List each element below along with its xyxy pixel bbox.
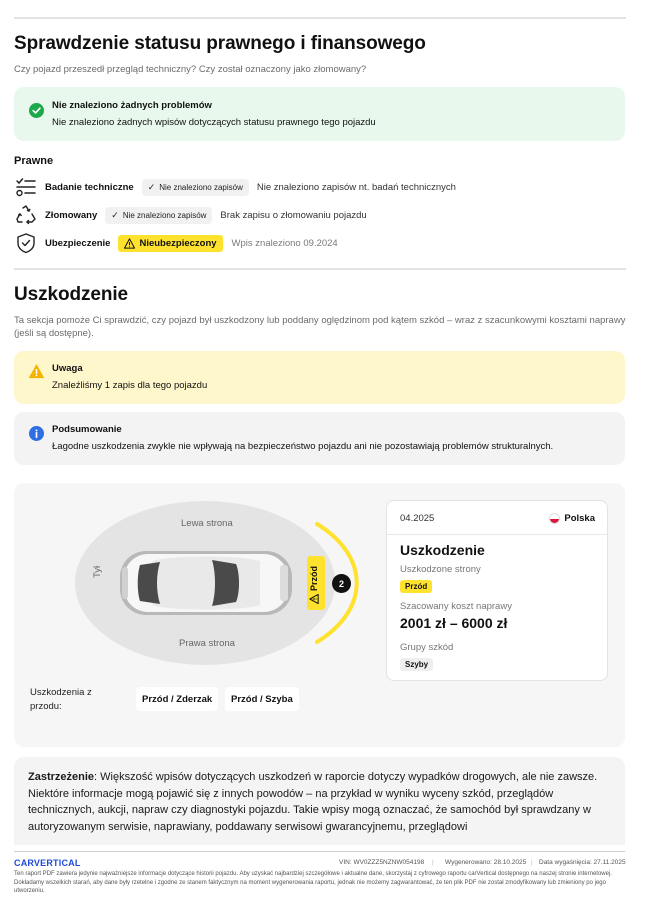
legal-row-inspection xyxy=(14,174,456,200)
damage-groups-label: Grupy szkód xyxy=(400,642,454,653)
footer-generated: Wygenerowano: 28.10.2025 xyxy=(445,859,527,866)
no-problems-text: Nie znaleziono żadnych wpisów dotyczących statusu prawnego tego pojazdu xyxy=(52,117,376,128)
status-chip-label: Nie znaleziono zapisów xyxy=(122,210,207,220)
legal-section-title: Sprawdzenie statusu prawnego i finansowego xyxy=(14,33,426,54)
legal-row-name: Ubezpieczenie xyxy=(45,237,111,249)
footer-separator: | xyxy=(531,859,533,866)
footer-separator: | xyxy=(432,859,434,866)
record-country xyxy=(549,513,595,524)
warning-icon xyxy=(309,594,319,604)
legal-row-description: Nie znaleziono zapisów nt. badań technicznych xyxy=(256,181,456,193)
front-damage-count-badge: 2 xyxy=(332,574,351,593)
no-problems-title: Nie znaleziono żadnych problemów xyxy=(52,100,212,111)
status-chip xyxy=(105,207,212,224)
top-divider xyxy=(14,17,626,19)
check-icon: ✓ xyxy=(147,181,156,192)
rear-label: Tył xyxy=(92,565,103,578)
check-circle-icon xyxy=(29,103,44,118)
status-chip-label: Nie znaleziono zapisów xyxy=(159,182,243,192)
section-divider xyxy=(14,268,626,270)
front-damage-tag-label: Przód xyxy=(309,565,319,591)
record-title: Uszkodzenie xyxy=(400,542,485,558)
repair-cost-value: 2001 zł – 6000 zł xyxy=(400,615,508,631)
right-side-label: Prawa strona xyxy=(179,638,235,649)
front-damages-label: Uszkodzenia z przodu: xyxy=(30,687,92,712)
check-icon: ✓ xyxy=(111,209,119,220)
legal-row-name: Badanie techniczne xyxy=(45,181,134,193)
legal-heading: Prawne xyxy=(14,155,54,167)
disclaimer-label: Zastrzeżenie xyxy=(28,771,95,783)
footer-expires: Data wygaśnięcia: 27.11.2025 xyxy=(539,859,626,866)
uninsured-badge-label: Nieubezpieczony xyxy=(139,237,217,249)
car-top-view-icon xyxy=(120,551,292,615)
disclaimer-text: : Większość wpisów dotyczących uszkodzeń w raporcie dotyczy wypadków drogowych, ale nie zawsze. Niektóre informacje mogą pojawić się z innych powodów – na przykład w wyniku wyceny szkód, przeglądów technicznych, aukcji, napraw czy diagnostyki pojazdu. Takie wpisy mogą oznaczać, że samochód był sprawdzany w autoryzowanym serwisie, naprawiany, poddawany serwisowi gwarancyjnemu, przeglądowi xyxy=(28,771,598,833)
uninsured-badge xyxy=(118,235,222,252)
card-divider xyxy=(387,534,607,535)
warning-text: Znaleźliśmy 1 zapis dla tego pojazdu xyxy=(52,380,208,391)
front-damage-tag xyxy=(307,556,325,610)
no-problems-alert xyxy=(14,87,625,141)
warning-alert xyxy=(14,351,625,404)
warning-title: Uwaga xyxy=(52,363,83,374)
info-icon xyxy=(29,426,44,441)
summary-title: Podsumowanie xyxy=(52,424,122,435)
warning-icon xyxy=(124,238,135,249)
checklist-icon xyxy=(14,175,38,199)
carvertical-logo: CARVERTICAL xyxy=(14,858,81,868)
warning-icon xyxy=(29,364,44,379)
shield-icon xyxy=(14,231,38,255)
legal-section-subtitle: Czy pojazd przeszedł przegląd techniczny? Czy został oznaczony jako złomowany? xyxy=(14,64,367,75)
footer-divider xyxy=(14,851,625,852)
record-country-label: Polska xyxy=(564,513,595,524)
record-date: 04.2025 xyxy=(400,513,435,524)
legal-row-description: Wpis znaleziono 09.2024 xyxy=(231,237,338,249)
summary-alert xyxy=(14,412,625,465)
front-damage-bumper[interactable]: Przód / Zderzak xyxy=(136,687,218,711)
poland-flag-icon xyxy=(549,513,560,524)
recycle-icon xyxy=(14,203,38,227)
damage-section-title: Uszkodzenie xyxy=(14,284,128,305)
damage-section-subtitle: Ta sekcja pomoże Ci sprawdzić, czy pojazd był uszkodzony lub poddany oględzinom pod kątem szkód – wraz z szacunkowymi kosztami naprawy (jeśli są dostępne). xyxy=(14,315,626,339)
repair-cost-label: Szacowany koszt naprawy xyxy=(400,601,512,612)
legal-row-description: Brak zapisu o złomowaniu pojazdu xyxy=(220,209,367,221)
disclaimer-box xyxy=(14,757,625,845)
status-chip xyxy=(142,179,249,196)
damage-record-card[interactable] xyxy=(386,500,608,681)
damaged-side-tag: Przód xyxy=(400,580,432,593)
legal-row-scrapped xyxy=(14,202,367,228)
footer-vin: VIN: WV0ZZZ5NZNW054198 xyxy=(339,859,425,866)
damage-group-tag: Szyby xyxy=(400,658,433,671)
legal-row-name: Złomowany xyxy=(45,209,98,221)
damaged-sides-label: Uszkodzone strony xyxy=(400,564,481,575)
front-damage-windshield[interactable]: Przód / Szyba xyxy=(225,687,299,711)
left-side-label: Lewa strona xyxy=(181,518,233,529)
legal-row-insurance xyxy=(14,230,338,256)
footer-fine-print: Ten raport PDF zawiera jedynie najważniejsze informacje dotyczące historii pojazdu. Aby uzyskać najbardziej szczegółowe i aktualne dane, skorzystaj z cyfrowego raportu carVertical dostępnego na naszej stronie internetowej. Dokładamy wszelkich starań, aby dane były rzetelne i zgodne ze stanem faktycznym na moment wygenerowania raportu, jednak nie możemy zagwarantować, że ten plik PDF nie został zmodyfikowany lub zmieniony po jego utworzeniu. xyxy=(14,871,612,894)
summary-text: Łagodne uszkodzenia zwykle nie wpływają na bezpieczeństwo pojazdu ani nie pozostawiają problemów strukturalnych. xyxy=(52,441,554,452)
